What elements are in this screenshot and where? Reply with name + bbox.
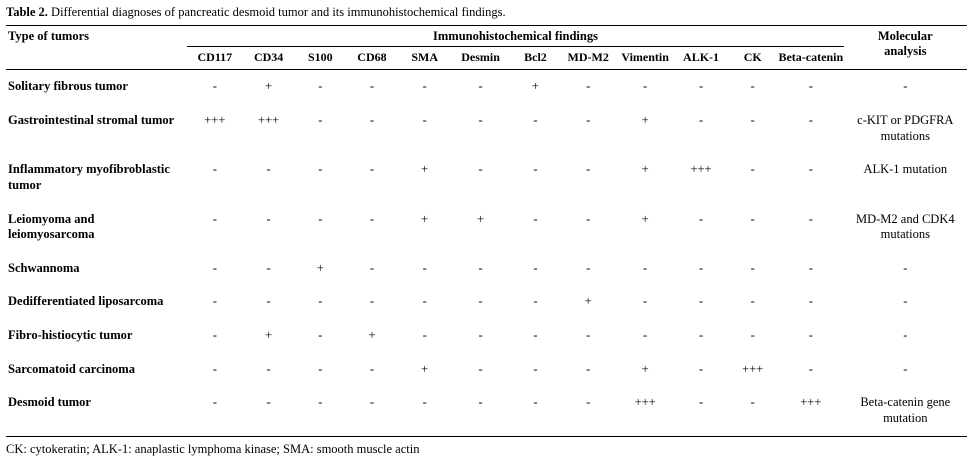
table-row: [6, 104, 967, 153]
cell-desmin: -: [478, 79, 483, 94]
cell-molecular: -: [903, 79, 908, 94]
header-marker-vimentin: Vimentin: [621, 49, 669, 64]
header-marker-mdm2: MD-M2: [567, 49, 609, 64]
cell-vimentin: +: [641, 211, 649, 226]
cell-cd34: -: [266, 361, 271, 376]
cell-molecular: c-KIT or PDGFRA mutations: [857, 113, 954, 143]
cell-cd68: -: [369, 79, 375, 94]
cell-alk1: -: [698, 79, 704, 94]
row-label: Fibro-histiocytic tumor: [8, 328, 133, 343]
cell-s100: -: [318, 113, 323, 128]
cell-alk1: -: [698, 294, 704, 309]
header-marker-beta-catenin: Beta-catenin: [778, 49, 844, 64]
cell-bcl2: -: [533, 294, 538, 309]
cell-molecular: Beta-catenin gene mutation: [860, 395, 951, 425]
cell-beta-catenin: -: [808, 211, 813, 226]
cell-alk1: -: [698, 328, 704, 343]
table-header-group-row: [6, 25, 967, 46]
cell-cd34: -: [266, 395, 271, 410]
cell-cd34: +: [265, 79, 273, 94]
cell-desmin: +: [477, 211, 485, 226]
row-label: Sarcomatoid carcinoma: [8, 361, 135, 376]
cell-mdm2: -: [586, 395, 591, 410]
cell-sma: -: [422, 260, 427, 275]
header-marker-sma: SMA: [411, 49, 439, 64]
cell-bcl2: -: [533, 162, 538, 177]
cell-beta-catenin: -: [808, 113, 813, 128]
cell-ck: -: [750, 162, 755, 177]
table-row: [6, 203, 967, 252]
cell-cd117: -: [212, 211, 217, 226]
header-type-of-tumors: Type of tumors: [8, 28, 90, 43]
cell-bcl2: -: [533, 260, 538, 275]
cell-cd68: -: [369, 162, 375, 177]
table-row: [6, 285, 967, 319]
cell-s100: -: [318, 162, 323, 177]
table-caption-text: Differential diagnoses of pancreatic desmoid tumor and its immunohistochemical findings.: [51, 5, 506, 19]
table-caption-label: Table 2.: [6, 5, 48, 19]
table-row: [6, 153, 967, 202]
header-molecular-analysis-line1: Molecular: [877, 28, 933, 43]
cell-vimentin: -: [643, 260, 648, 275]
cell-ck: -: [750, 79, 755, 94]
cell-beta-catenin: -: [808, 260, 813, 275]
cell-mdm2: -: [586, 361, 591, 376]
table-row: [6, 353, 967, 387]
cell-desmin: -: [478, 113, 483, 128]
cell-desmin: -: [478, 260, 483, 275]
header-marker-cd117: CD117: [197, 49, 233, 64]
header-marker-desmin: Desmin: [461, 49, 500, 64]
cell-molecular: MD-M2 and CDK4 mutations: [855, 211, 955, 242]
cell-alk1: -: [698, 260, 704, 275]
cell-sma: -: [422, 395, 427, 410]
cell-molecular: -: [903, 328, 908, 343]
cell-bcl2: +: [531, 79, 539, 94]
cell-vimentin: -: [643, 294, 648, 309]
header-marker-s100: S100: [307, 49, 333, 64]
cell-sma: +: [421, 162, 429, 177]
cell-molecular: -: [903, 361, 908, 376]
cell-alk1: -: [698, 361, 704, 376]
cell-bcl2: -: [533, 328, 538, 343]
cell-s100: -: [318, 361, 323, 376]
header-marker-bcl2: Bcl2: [524, 49, 547, 64]
cell-cd117: -: [212, 395, 217, 410]
cell-alk1: -: [698, 395, 704, 410]
cell-cd68: -: [369, 211, 375, 226]
cell-cd117: -: [212, 260, 217, 275]
cell-cd34: +: [265, 328, 273, 343]
cell-cd34: -: [266, 260, 271, 275]
cell-vimentin: +: [641, 162, 649, 177]
cell-bcl2: -: [533, 113, 538, 128]
cell-cd34: -: [266, 294, 271, 309]
row-label: Inflammatory myofibroblastic tumor: [8, 162, 170, 192]
table-row: [6, 386, 967, 435]
cell-cd68: -: [369, 260, 375, 275]
table-row: [6, 252, 967, 286]
cell-cd68: -: [369, 395, 375, 410]
cell-s100: -: [318, 79, 323, 94]
cell-ck: -: [750, 113, 755, 128]
cell-desmin: -: [478, 162, 483, 177]
cell-cd68: -: [369, 113, 375, 128]
cell-cd34: +++: [258, 113, 280, 128]
cell-cd117: -: [212, 162, 217, 177]
row-label: Schwannoma: [8, 260, 80, 275]
cell-mdm2: +: [584, 294, 592, 309]
cell-cd68: -: [369, 294, 375, 309]
cell-cd34: -: [266, 162, 271, 177]
cell-s100: +: [316, 260, 324, 275]
cell-s100: -: [318, 395, 323, 410]
differential-diagnoses-table: [6, 25, 967, 436]
table-row: [6, 70, 967, 104]
cell-ck: -: [750, 211, 755, 226]
cell-mdm2: -: [586, 113, 591, 128]
cell-beta-catenin: -: [808, 328, 813, 343]
cell-desmin: -: [478, 395, 483, 410]
row-label: Desmoid tumor: [8, 395, 91, 410]
header-marker-ck: CK: [743, 49, 762, 64]
cell-molecular: -: [903, 260, 908, 275]
cell-alk1: -: [698, 113, 704, 128]
header-immunohistochemical-findings: Immunohistochemical findings: [187, 25, 843, 46]
cell-desmin: -: [478, 294, 483, 309]
cell-vimentin: +: [641, 361, 649, 376]
cell-molecular: ALK-1 mutation: [863, 162, 948, 177]
row-label: Solitary fibrous tumor: [8, 79, 128, 94]
cell-desmin: -: [478, 328, 483, 343]
cell-mdm2: -: [586, 260, 591, 275]
cell-alk1: +++: [690, 162, 712, 177]
cell-ck: +++: [742, 361, 764, 376]
cell-bcl2: -: [533, 211, 538, 226]
cell-mdm2: -: [586, 328, 591, 343]
cell-mdm2: -: [586, 162, 591, 177]
cell-molecular: -: [903, 294, 908, 309]
cell-beta-catenin: -: [808, 294, 813, 309]
header-marker-cd34: CD34: [253, 49, 284, 64]
cell-bcl2: -: [533, 395, 538, 410]
cell-ck: -: [750, 328, 755, 343]
cell-cd68: -: [369, 361, 375, 376]
table-caption: [0, 0, 973, 25]
cell-cd68: +: [368, 328, 376, 343]
cell-sma: +: [421, 361, 429, 376]
cell-ck: -: [750, 260, 755, 275]
cell-vimentin: -: [643, 79, 648, 94]
cell-ck: -: [750, 294, 755, 309]
table-footnote: CK: cytokeratin; ALK-1: anaplastic lymphoma kinase; SMA: smooth muscle actin: [6, 441, 420, 456]
cell-cd117: +++: [204, 113, 226, 128]
cell-mdm2: -: [586, 79, 591, 94]
cell-sma: -: [422, 294, 427, 309]
cell-cd34: -: [266, 211, 271, 226]
cell-sma: -: [422, 328, 427, 343]
row-label: Gastrointestinal stromal tumor: [8, 113, 175, 128]
row-label: Dedifferentiated liposarcoma: [8, 294, 164, 309]
cell-sma: -: [422, 79, 427, 94]
cell-beta-catenin: -: [808, 162, 813, 177]
cell-vimentin: -: [643, 328, 648, 343]
header-marker-alk1: ALK-1: [683, 49, 720, 64]
header-molecular-analysis: [844, 25, 967, 70]
cell-sma: -: [422, 113, 427, 128]
header-molecular-analysis-line2: analysis: [884, 43, 927, 58]
cell-cd117: -: [212, 294, 217, 309]
cell-beta-catenin: -: [808, 361, 813, 376]
cell-s100: -: [318, 328, 323, 343]
cell-sma: +: [421, 211, 429, 226]
cell-desmin: -: [478, 361, 483, 376]
cell-beta-catenin: +++: [800, 395, 822, 410]
cell-cd117: -: [212, 328, 217, 343]
cell-s100: -: [318, 211, 323, 226]
cell-mdm2: -: [586, 211, 591, 226]
cell-beta-catenin: -: [808, 79, 813, 94]
cell-bcl2: -: [533, 361, 538, 376]
table-row: [6, 319, 967, 353]
cell-alk1: -: [698, 211, 704, 226]
cell-cd117: -: [212, 79, 217, 94]
cell-cd117: -: [212, 361, 217, 376]
cell-vimentin: +: [641, 113, 649, 128]
cell-s100: -: [318, 294, 323, 309]
header-marker-cd68: CD68: [357, 49, 387, 64]
cell-ck: -: [750, 395, 755, 410]
row-label: Leiomyoma and leiomyosarcoma: [8, 211, 95, 242]
cell-vimentin: +++: [634, 395, 656, 410]
